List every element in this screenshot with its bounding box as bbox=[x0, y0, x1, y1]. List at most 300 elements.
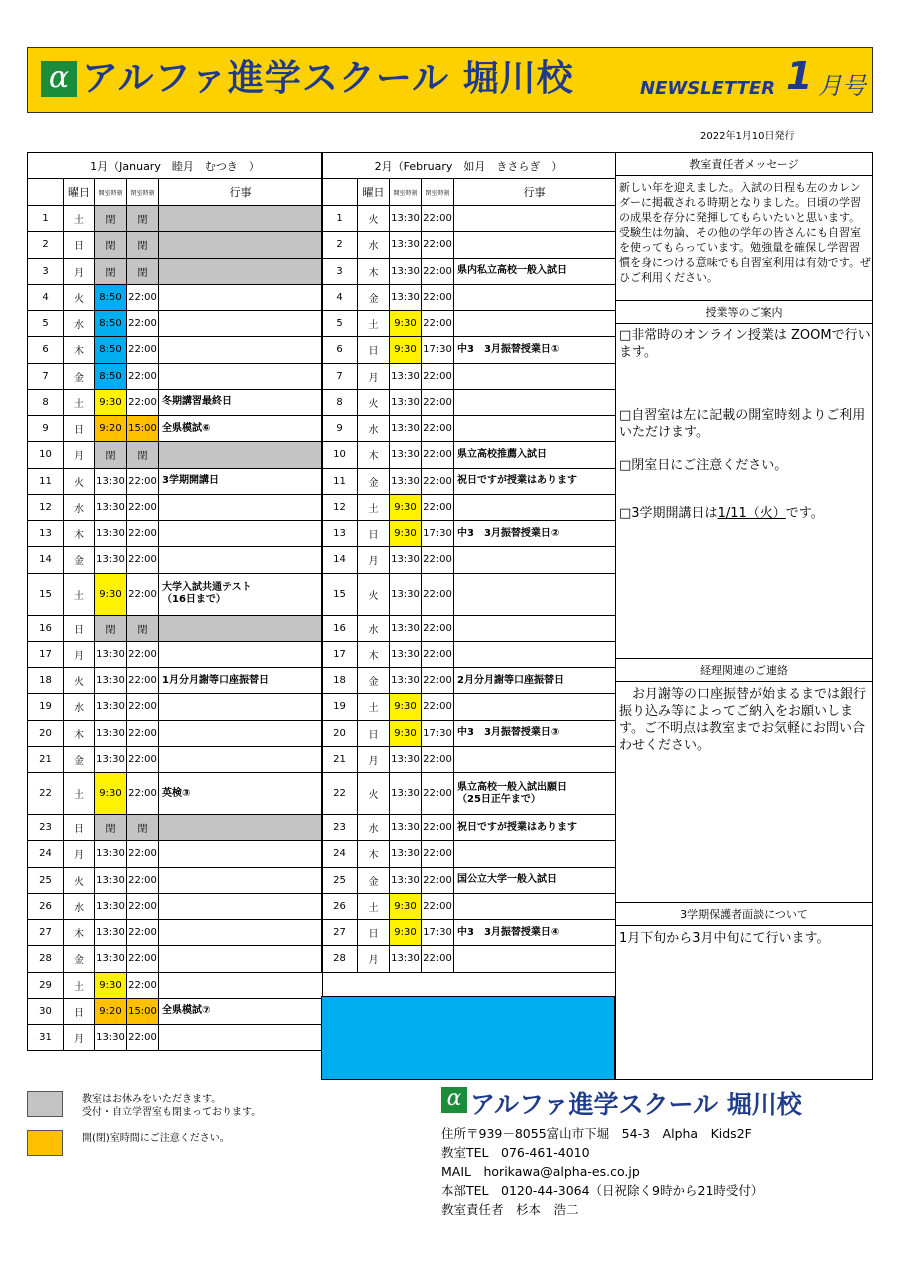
weekday: 日 bbox=[64, 232, 95, 258]
event-text bbox=[159, 694, 323, 720]
calendar-row bbox=[28, 442, 323, 468]
lessons-item-closed-days bbox=[619, 457, 871, 474]
event-text: 祝日ですが授業はあります bbox=[454, 468, 616, 494]
calendar-row bbox=[322, 521, 616, 547]
close-time: 22:00 bbox=[127, 547, 159, 573]
day-number: 4 bbox=[28, 284, 64, 310]
footer-mail: MAIL horikawa@alpha-es.co.jp bbox=[441, 1164, 640, 1179]
day-number: 17 bbox=[28, 641, 64, 667]
close-time: 17:30 bbox=[422, 521, 454, 547]
day-number: 19 bbox=[28, 694, 64, 720]
term-start-date: 1/11（火） bbox=[717, 506, 786, 521]
day-number: 28 bbox=[322, 946, 358, 972]
day-header bbox=[28, 179, 64, 206]
calendar-row bbox=[322, 694, 616, 720]
day-number: 8 bbox=[28, 389, 64, 415]
calendar-row bbox=[28, 893, 323, 919]
event-text bbox=[454, 363, 616, 389]
calendar-row bbox=[322, 311, 616, 337]
day-number: 13 bbox=[322, 521, 358, 547]
calendar-row bbox=[28, 946, 323, 972]
calendar-row bbox=[28, 494, 323, 520]
day-number: 1 bbox=[322, 206, 358, 232]
legend-orange-text: 開(閉)室時間にご注意ください。 bbox=[82, 1133, 230, 1144]
open-time: 8:50 bbox=[95, 337, 127, 363]
calendar-row bbox=[28, 867, 323, 893]
day-number: 9 bbox=[28, 416, 64, 442]
calendar-row bbox=[28, 694, 323, 720]
day-number: 20 bbox=[322, 720, 358, 746]
day-number: 26 bbox=[322, 893, 358, 919]
calendar-row bbox=[28, 416, 323, 442]
calendar-row bbox=[28, 920, 323, 946]
close-time: 22:00 bbox=[422, 363, 454, 389]
footer-alpha-logo-icon: α bbox=[441, 1087, 467, 1113]
day-number: 23 bbox=[322, 815, 358, 841]
event-text bbox=[159, 867, 323, 893]
open-time: 13:30 bbox=[95, 1025, 127, 1051]
day-number: 22 bbox=[28, 773, 64, 815]
weekday: 金 bbox=[64, 547, 95, 573]
open-time: 閉 bbox=[95, 615, 127, 641]
event-text bbox=[454, 284, 616, 310]
day-header bbox=[322, 179, 358, 206]
open-time: 13:30 bbox=[390, 547, 422, 573]
calendar-row bbox=[322, 337, 616, 363]
open-time: 13:30 bbox=[95, 946, 127, 972]
legend-gray-swatch bbox=[27, 1091, 63, 1117]
event-text: 中3 3月振替授業日③ bbox=[454, 720, 616, 746]
open-time: 13:30 bbox=[95, 720, 127, 746]
weekday: 水 bbox=[358, 815, 390, 841]
open-time: 13:30 bbox=[390, 284, 422, 310]
event-text bbox=[454, 694, 616, 720]
close-time: 22:00 bbox=[127, 841, 159, 867]
event-text bbox=[159, 442, 323, 468]
calendar-row bbox=[28, 972, 323, 998]
event-text bbox=[159, 363, 323, 389]
day-number: 3 bbox=[322, 258, 358, 284]
weekday: 月 bbox=[64, 1025, 95, 1051]
calendar-row bbox=[322, 547, 616, 573]
calendar-row bbox=[28, 841, 323, 867]
close-time: 22:00 bbox=[127, 972, 159, 998]
parents-meeting-title: 3学期保護者面談について bbox=[616, 902, 872, 926]
header-banner bbox=[27, 47, 873, 113]
school-name: アルファ進学スクール 堀川校 bbox=[82, 58, 574, 99]
weekday: 月 bbox=[64, 258, 95, 284]
open-time: 9:30 bbox=[390, 521, 422, 547]
open-time: 13:30 bbox=[390, 416, 422, 442]
open-time: 13:30 bbox=[390, 389, 422, 415]
event-text: 2月分月謝等口座振替日 bbox=[454, 668, 616, 694]
calendar-row bbox=[28, 815, 323, 841]
open-time: 8:50 bbox=[95, 363, 127, 389]
day-number: 15 bbox=[322, 573, 358, 615]
weekday: 木 bbox=[64, 337, 95, 363]
close-time: 15:00 bbox=[127, 416, 159, 442]
weekday: 火 bbox=[358, 206, 390, 232]
weekday: 日 bbox=[358, 720, 390, 746]
open-time: 閉 bbox=[95, 232, 127, 258]
event-text bbox=[454, 232, 616, 258]
calendar-row bbox=[28, 547, 323, 573]
weekday: 金 bbox=[64, 363, 95, 389]
event-text bbox=[454, 573, 616, 615]
event-text: 中3 3月振替授業日② bbox=[454, 521, 616, 547]
open-time: 9:30 bbox=[95, 773, 127, 815]
event-text bbox=[454, 893, 616, 919]
february-calendar bbox=[321, 152, 616, 973]
close-time: 22:00 bbox=[127, 893, 159, 919]
message-body: 新しい年を迎えました。入試の日程も左のカレンダーに掲載される時期となりました。日頃の学習の成果を存分に発揮してもらいたいと思います。受験生は勿論、その他の学年の皆さんにも自習室を使ってもらっています。勉強量を確保し学習習慣を身につける意味でも自習室利用は有効です。ぜひご利用ください。 bbox=[619, 181, 871, 284]
open-time: 13:30 bbox=[95, 841, 127, 867]
calendar-row bbox=[28, 615, 323, 641]
calendar-row bbox=[28, 206, 323, 232]
day-number: 2 bbox=[322, 232, 358, 258]
footer-school-name: アルファ進学スクール 堀川校 bbox=[470, 1090, 802, 1119]
event-text bbox=[159, 720, 323, 746]
open-time-header: 開室時刻 bbox=[390, 179, 422, 206]
day-number: 4 bbox=[322, 284, 358, 310]
calendar-row bbox=[28, 258, 323, 284]
close-time: 22:00 bbox=[422, 615, 454, 641]
day-number: 18 bbox=[28, 668, 64, 694]
day-number: 15 bbox=[28, 573, 64, 615]
event-text bbox=[454, 389, 616, 415]
day-number: 6 bbox=[322, 337, 358, 363]
day-number: 22 bbox=[322, 773, 358, 815]
close-time: 22:00 bbox=[127, 867, 159, 893]
accounting-title: 経理関連のご連絡 bbox=[616, 658, 872, 682]
weekday: 火 bbox=[358, 389, 390, 415]
open-time: 13:30 bbox=[390, 815, 422, 841]
weekday: 月 bbox=[358, 746, 390, 772]
day-number: 6 bbox=[28, 337, 64, 363]
event-text bbox=[159, 547, 323, 573]
day-number: 18 bbox=[322, 668, 358, 694]
calendar-row bbox=[322, 442, 616, 468]
day-number: 16 bbox=[322, 615, 358, 641]
weekday: 木 bbox=[358, 442, 390, 468]
weekday: 水 bbox=[358, 232, 390, 258]
lessons-title: 授業等のご案内 bbox=[616, 300, 872, 324]
event-header: 行事 bbox=[159, 179, 323, 206]
weekday: 金 bbox=[358, 668, 390, 694]
calendar-row bbox=[28, 641, 323, 667]
weekday: 火 bbox=[64, 468, 95, 494]
weekday-header: 曜日 bbox=[358, 179, 390, 206]
close-time: 22:00 bbox=[127, 573, 159, 615]
month-title: 1月（January 睦月 むつき ） bbox=[28, 153, 323, 179]
day-number: 31 bbox=[28, 1025, 64, 1051]
day-number: 11 bbox=[28, 468, 64, 494]
open-time: 13:30 bbox=[390, 668, 422, 694]
event-text: 冬期講習最終日 bbox=[159, 389, 323, 415]
calendar-row bbox=[28, 746, 323, 772]
event-text: 英検③ bbox=[159, 773, 323, 815]
open-time: 9:30 bbox=[390, 720, 422, 746]
close-time: 22:00 bbox=[422, 573, 454, 615]
weekday: 火 bbox=[64, 284, 95, 310]
close-time: 閉 bbox=[127, 615, 159, 641]
open-time: 13:30 bbox=[390, 232, 422, 258]
event-text bbox=[159, 284, 323, 310]
event-text bbox=[159, 841, 323, 867]
calendar-row bbox=[322, 815, 616, 841]
weekday-header: 曜日 bbox=[64, 179, 95, 206]
event-text: 3学期開講日 bbox=[159, 468, 323, 494]
footer-contact bbox=[441, 1124, 763, 1219]
footer-tel: 教室TEL 076-461-4010 bbox=[441, 1145, 590, 1160]
calendar-row bbox=[322, 946, 616, 972]
open-time: 9:30 bbox=[95, 573, 127, 615]
event-text bbox=[159, 206, 323, 232]
open-time: 13:30 bbox=[95, 694, 127, 720]
open-time: 閉 bbox=[95, 258, 127, 284]
event-text bbox=[159, 946, 323, 972]
close-time: 22:00 bbox=[422, 206, 454, 232]
calendar-row bbox=[322, 494, 616, 520]
day-number: 14 bbox=[322, 547, 358, 573]
close-time: 22:00 bbox=[127, 494, 159, 520]
alpha-logo-icon: α bbox=[41, 61, 77, 97]
close-time: 22:00 bbox=[127, 694, 159, 720]
close-time-header: 閉室時刻 bbox=[127, 179, 159, 206]
weekday: 金 bbox=[358, 284, 390, 310]
calendar-row bbox=[28, 1025, 323, 1051]
weekday: 土 bbox=[64, 206, 95, 232]
open-time-header: 開室時刻 bbox=[95, 179, 127, 206]
newsletter-label: NEWSLETTER bbox=[640, 78, 776, 99]
weekday: 土 bbox=[64, 573, 95, 615]
day-number: 10 bbox=[28, 442, 64, 468]
legend-gray-line2: 受付・自立学習室も閉まっております。 bbox=[82, 1107, 262, 1118]
calendar-row bbox=[322, 416, 616, 442]
weekday: 火 bbox=[64, 668, 95, 694]
close-time: 22:00 bbox=[422, 284, 454, 310]
close-time: 閉 bbox=[127, 258, 159, 284]
close-time-header: 閉室時刻 bbox=[422, 179, 454, 206]
day-number: 26 bbox=[28, 893, 64, 919]
open-time: 13:30 bbox=[390, 363, 422, 389]
close-time: 22:00 bbox=[422, 694, 454, 720]
calendar-row bbox=[322, 893, 616, 919]
event-text bbox=[159, 615, 323, 641]
day-number: 21 bbox=[322, 746, 358, 772]
event-text bbox=[159, 258, 323, 284]
weekday: 土 bbox=[64, 389, 95, 415]
parents-meeting-body: 1月下旬から3月中旬にて行います。 bbox=[619, 931, 830, 946]
event-text bbox=[454, 841, 616, 867]
day-number: 2 bbox=[28, 232, 64, 258]
open-time: 13:30 bbox=[95, 494, 127, 520]
weekday: 日 bbox=[358, 920, 390, 946]
close-time: 22:00 bbox=[422, 893, 454, 919]
close-time: 22:00 bbox=[127, 668, 159, 694]
calendar-row bbox=[28, 773, 323, 815]
close-time: 22:00 bbox=[127, 284, 159, 310]
day-number: 28 bbox=[28, 946, 64, 972]
lessons-item-online: □非常時のオンライン授業は ZOOMで行います。 bbox=[619, 328, 871, 360]
weekday: 月 bbox=[358, 363, 390, 389]
close-time: 閉 bbox=[127, 815, 159, 841]
day-number: 24 bbox=[322, 841, 358, 867]
event-text: 中3 3月振替授業日① bbox=[454, 337, 616, 363]
close-time: 22:00 bbox=[422, 641, 454, 667]
day-number: 24 bbox=[28, 841, 64, 867]
open-time: 9:30 bbox=[390, 694, 422, 720]
day-number: 20 bbox=[28, 720, 64, 746]
open-time: 13:30 bbox=[390, 867, 422, 893]
open-time: 閉 bbox=[95, 206, 127, 232]
event-text bbox=[159, 893, 323, 919]
open-time: 13:30 bbox=[95, 641, 127, 667]
open-time: 9:30 bbox=[390, 893, 422, 919]
day-number: 25 bbox=[28, 867, 64, 893]
weekday: 土 bbox=[358, 893, 390, 919]
day-number: 13 bbox=[28, 521, 64, 547]
event-text bbox=[159, 521, 323, 547]
calendar-row bbox=[28, 232, 323, 258]
calendar-row bbox=[322, 468, 616, 494]
close-time: 22:00 bbox=[422, 547, 454, 573]
weekday: 火 bbox=[64, 867, 95, 893]
day-number: 19 bbox=[322, 694, 358, 720]
weekday: 水 bbox=[64, 494, 95, 520]
weekday: 金 bbox=[64, 946, 95, 972]
calendar-row bbox=[322, 615, 616, 641]
open-time: 13:30 bbox=[95, 468, 127, 494]
accounting-body: お月謝等の口座振替が始まるまでは銀行振り込み等によってご納入をお願いします。ご不明点は教室までお気軽にお問い合わせください。 bbox=[619, 687, 867, 753]
close-time: 22:00 bbox=[127, 521, 159, 547]
day-number: 5 bbox=[28, 311, 64, 337]
legend-gray-line1: 教室はお休みをいただきます。 bbox=[82, 1094, 222, 1105]
close-time: 閉 bbox=[127, 206, 159, 232]
calendar-row bbox=[322, 641, 616, 667]
weekday: 木 bbox=[64, 720, 95, 746]
calendar-row bbox=[322, 867, 616, 893]
open-time: 13:30 bbox=[390, 615, 422, 641]
day-number: 27 bbox=[28, 920, 64, 946]
close-time: 22:00 bbox=[422, 668, 454, 694]
newsletter-month-suffix: 月号 bbox=[818, 72, 866, 100]
weekday: 水 bbox=[64, 893, 95, 919]
calendar-row bbox=[322, 389, 616, 415]
weekday: 日 bbox=[64, 815, 95, 841]
calendar-row bbox=[322, 920, 616, 946]
open-time: 13:30 bbox=[95, 746, 127, 772]
open-time: 9:30 bbox=[390, 920, 422, 946]
event-text bbox=[159, 337, 323, 363]
open-time: 13:30 bbox=[95, 668, 127, 694]
close-time: 22:00 bbox=[127, 773, 159, 815]
calendar-row bbox=[322, 841, 616, 867]
weekday: 月 bbox=[64, 641, 95, 667]
open-time: 9:30 bbox=[390, 337, 422, 363]
close-time: 22:00 bbox=[422, 258, 454, 284]
open-time: 13:30 bbox=[390, 773, 422, 815]
close-time: 22:00 bbox=[127, 746, 159, 772]
event-text bbox=[159, 1025, 323, 1051]
calendar-row bbox=[28, 998, 323, 1024]
footer-manager: 教室責任者 杉本 浩二 bbox=[441, 1202, 579, 1217]
close-time: 22:00 bbox=[422, 389, 454, 415]
open-time: 13:30 bbox=[95, 893, 127, 919]
newsletter-month: 1 bbox=[786, 54, 813, 98]
info-panel bbox=[615, 152, 873, 1080]
event-text bbox=[159, 815, 323, 841]
weekday: 水 bbox=[358, 416, 390, 442]
weekday: 木 bbox=[358, 641, 390, 667]
weekday: 土 bbox=[358, 311, 390, 337]
day-number: 16 bbox=[28, 615, 64, 641]
open-time: 13:30 bbox=[95, 547, 127, 573]
event-text: 全県模試⑥ bbox=[159, 416, 323, 442]
term-start-prefix: □3学期開講日は bbox=[619, 506, 718, 521]
calendar-row bbox=[28, 337, 323, 363]
open-time: 13:30 bbox=[390, 641, 422, 667]
open-time: 13:30 bbox=[95, 920, 127, 946]
day-number: 30 bbox=[28, 998, 64, 1024]
open-time: 9:30 bbox=[390, 311, 422, 337]
day-number: 25 bbox=[322, 867, 358, 893]
day-number: 3 bbox=[28, 258, 64, 284]
weekday: 土 bbox=[358, 694, 390, 720]
close-time: 17:30 bbox=[422, 920, 454, 946]
close-time: 22:00 bbox=[422, 867, 454, 893]
footer-address: 住所〒939－8055富山市下堀 54-3 Alpha Kids2F bbox=[441, 1126, 752, 1141]
calendar-row bbox=[28, 521, 323, 547]
calendar-row bbox=[322, 668, 616, 694]
weekday: 日 bbox=[358, 337, 390, 363]
event-text: 県立高校推薦入試日 bbox=[454, 442, 616, 468]
weekday: 日 bbox=[64, 615, 95, 641]
close-time: 22:00 bbox=[422, 416, 454, 442]
weekday: 木 bbox=[64, 521, 95, 547]
legend-orange-swatch bbox=[27, 1130, 63, 1156]
calendar-row bbox=[28, 363, 323, 389]
event-text bbox=[454, 615, 616, 641]
open-time: 9:20 bbox=[95, 998, 127, 1024]
close-time: 15:00 bbox=[127, 998, 159, 1024]
day-number: 12 bbox=[322, 494, 358, 520]
event-text bbox=[159, 746, 323, 772]
open-time: 8:50 bbox=[95, 311, 127, 337]
event-text bbox=[454, 311, 616, 337]
calendar-row bbox=[322, 232, 616, 258]
event-text bbox=[454, 416, 616, 442]
open-time: 13:30 bbox=[390, 841, 422, 867]
open-time: 13:30 bbox=[390, 206, 422, 232]
weekday: 日 bbox=[64, 416, 95, 442]
weekday: 月 bbox=[358, 946, 390, 972]
close-time: 22:00 bbox=[127, 1025, 159, 1051]
open-time: 13:30 bbox=[390, 468, 422, 494]
close-time: 22:00 bbox=[127, 720, 159, 746]
close-time: 22:00 bbox=[422, 815, 454, 841]
open-time: 13:30 bbox=[390, 573, 422, 615]
open-time: 9:20 bbox=[95, 416, 127, 442]
close-time: 22:00 bbox=[422, 494, 454, 520]
weekday: 水 bbox=[64, 311, 95, 337]
open-time: 9:30 bbox=[95, 972, 127, 998]
weekday: 金 bbox=[358, 468, 390, 494]
close-time: 22:00 bbox=[422, 232, 454, 258]
calendar-row bbox=[28, 720, 323, 746]
open-time: 13:30 bbox=[95, 867, 127, 893]
day-number: 5 bbox=[322, 311, 358, 337]
